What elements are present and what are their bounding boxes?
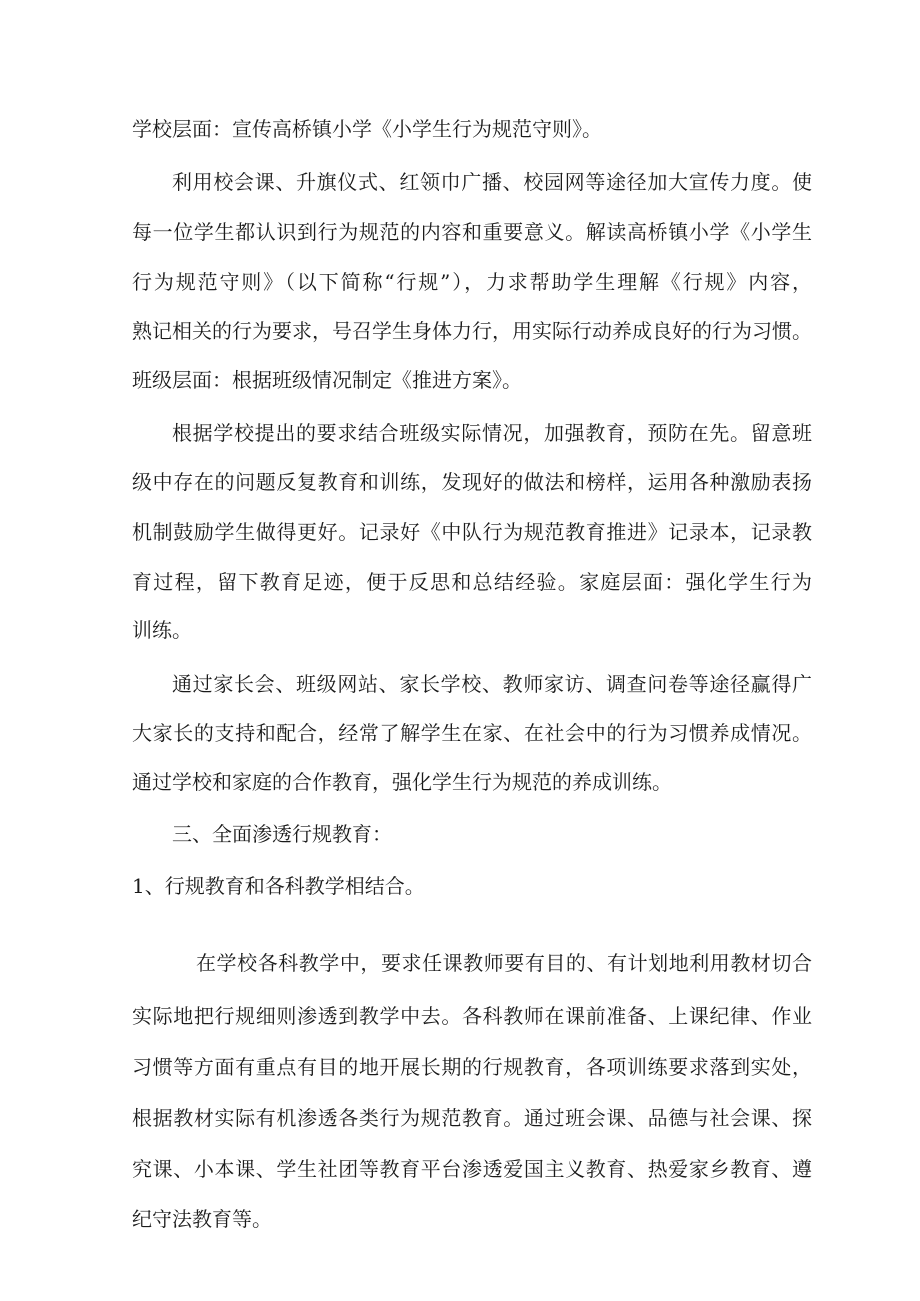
paragraph-line: 纪守法教育等。 — [132, 1207, 272, 1231]
paragraph-line: 根据学校提出的要求结合班级实际情况，加强教育，预防在先。留意班 — [172, 421, 812, 445]
paragraph-line: 行为规范守则》（以下简称“行规”），力求帮助学生理解《行规》内容， — [132, 270, 812, 294]
paragraph-line: 训练。 — [132, 618, 192, 642]
paragraph-line: 育过程，留下教育足迹，便于反思和总结经验。家庭层面：强化学生行为 — [132, 570, 812, 594]
paragraph-line: 在学校各科教学中，要求任课教师要有目的、有计划地利用教材切合 — [196, 951, 812, 975]
paragraph-line: 熟记相关的行为要求，号召学生身体力行，用实际行动养成良好的行为习惯。 — [132, 319, 812, 343]
class-level-heading: 班级层面：根据班级情况制定《推进方案》。 — [132, 368, 522, 392]
paragraph-line: 通过学校和家庭的合作教育，强化学生行为规范的养成训练。 — [132, 770, 672, 794]
section-heading: 三、全面渗透行规教育： — [172, 822, 392, 846]
paragraph-line: 利用校会课、升旗仪式、红领巾广播、校园网等途径加大宣传力度。使 — [172, 170, 812, 194]
paragraph-line: 根据教材实际有机渗透各类行为规范教育。通过班会课、品德与社会课、探 — [132, 1106, 812, 1130]
paragraph-line: 大家长的支持和配合，经常了解学生在家、在社会中的行为习惯养成情况。 — [132, 721, 812, 745]
paragraph-line: 每一位学生都认识到行为规范的内容和重要意义。解读高桥镇小学《小学生 — [132, 220, 812, 244]
paragraph-line: 习惯等方面有重点有目的地开展长期的行规教育，各项训练要求落到实处， — [132, 1055, 812, 1079]
school-level-heading: 学校层面：宣传高桥镇小学《小学生行为规范守则》。 — [132, 117, 602, 141]
paragraph-line: 级中存在的问题反复教育和训练，发现好的做法和榜样，运用各种激励表扬 — [132, 470, 812, 494]
paragraph-line: 通过家长会、班级网站、家长学校、教师家访、调查问卷等途径赢得广 — [172, 672, 812, 696]
paragraph-line: 机制鼓励学生做得更好。记录好《中队行为规范教育推进》记录本，记录教 — [132, 520, 812, 544]
subsection-heading: 1、行规教育和各科教学相结合。 — [132, 874, 425, 898]
paragraph-line: 实际地把行规细则渗透到教学中去。各科教师在课前准备、上课纪律、作业 — [132, 1004, 812, 1028]
paragraph-line: 究课、小本课、学生社团等教育平台渗透爱国主义教育、热爱家乡教育、遵 — [132, 1157, 812, 1181]
